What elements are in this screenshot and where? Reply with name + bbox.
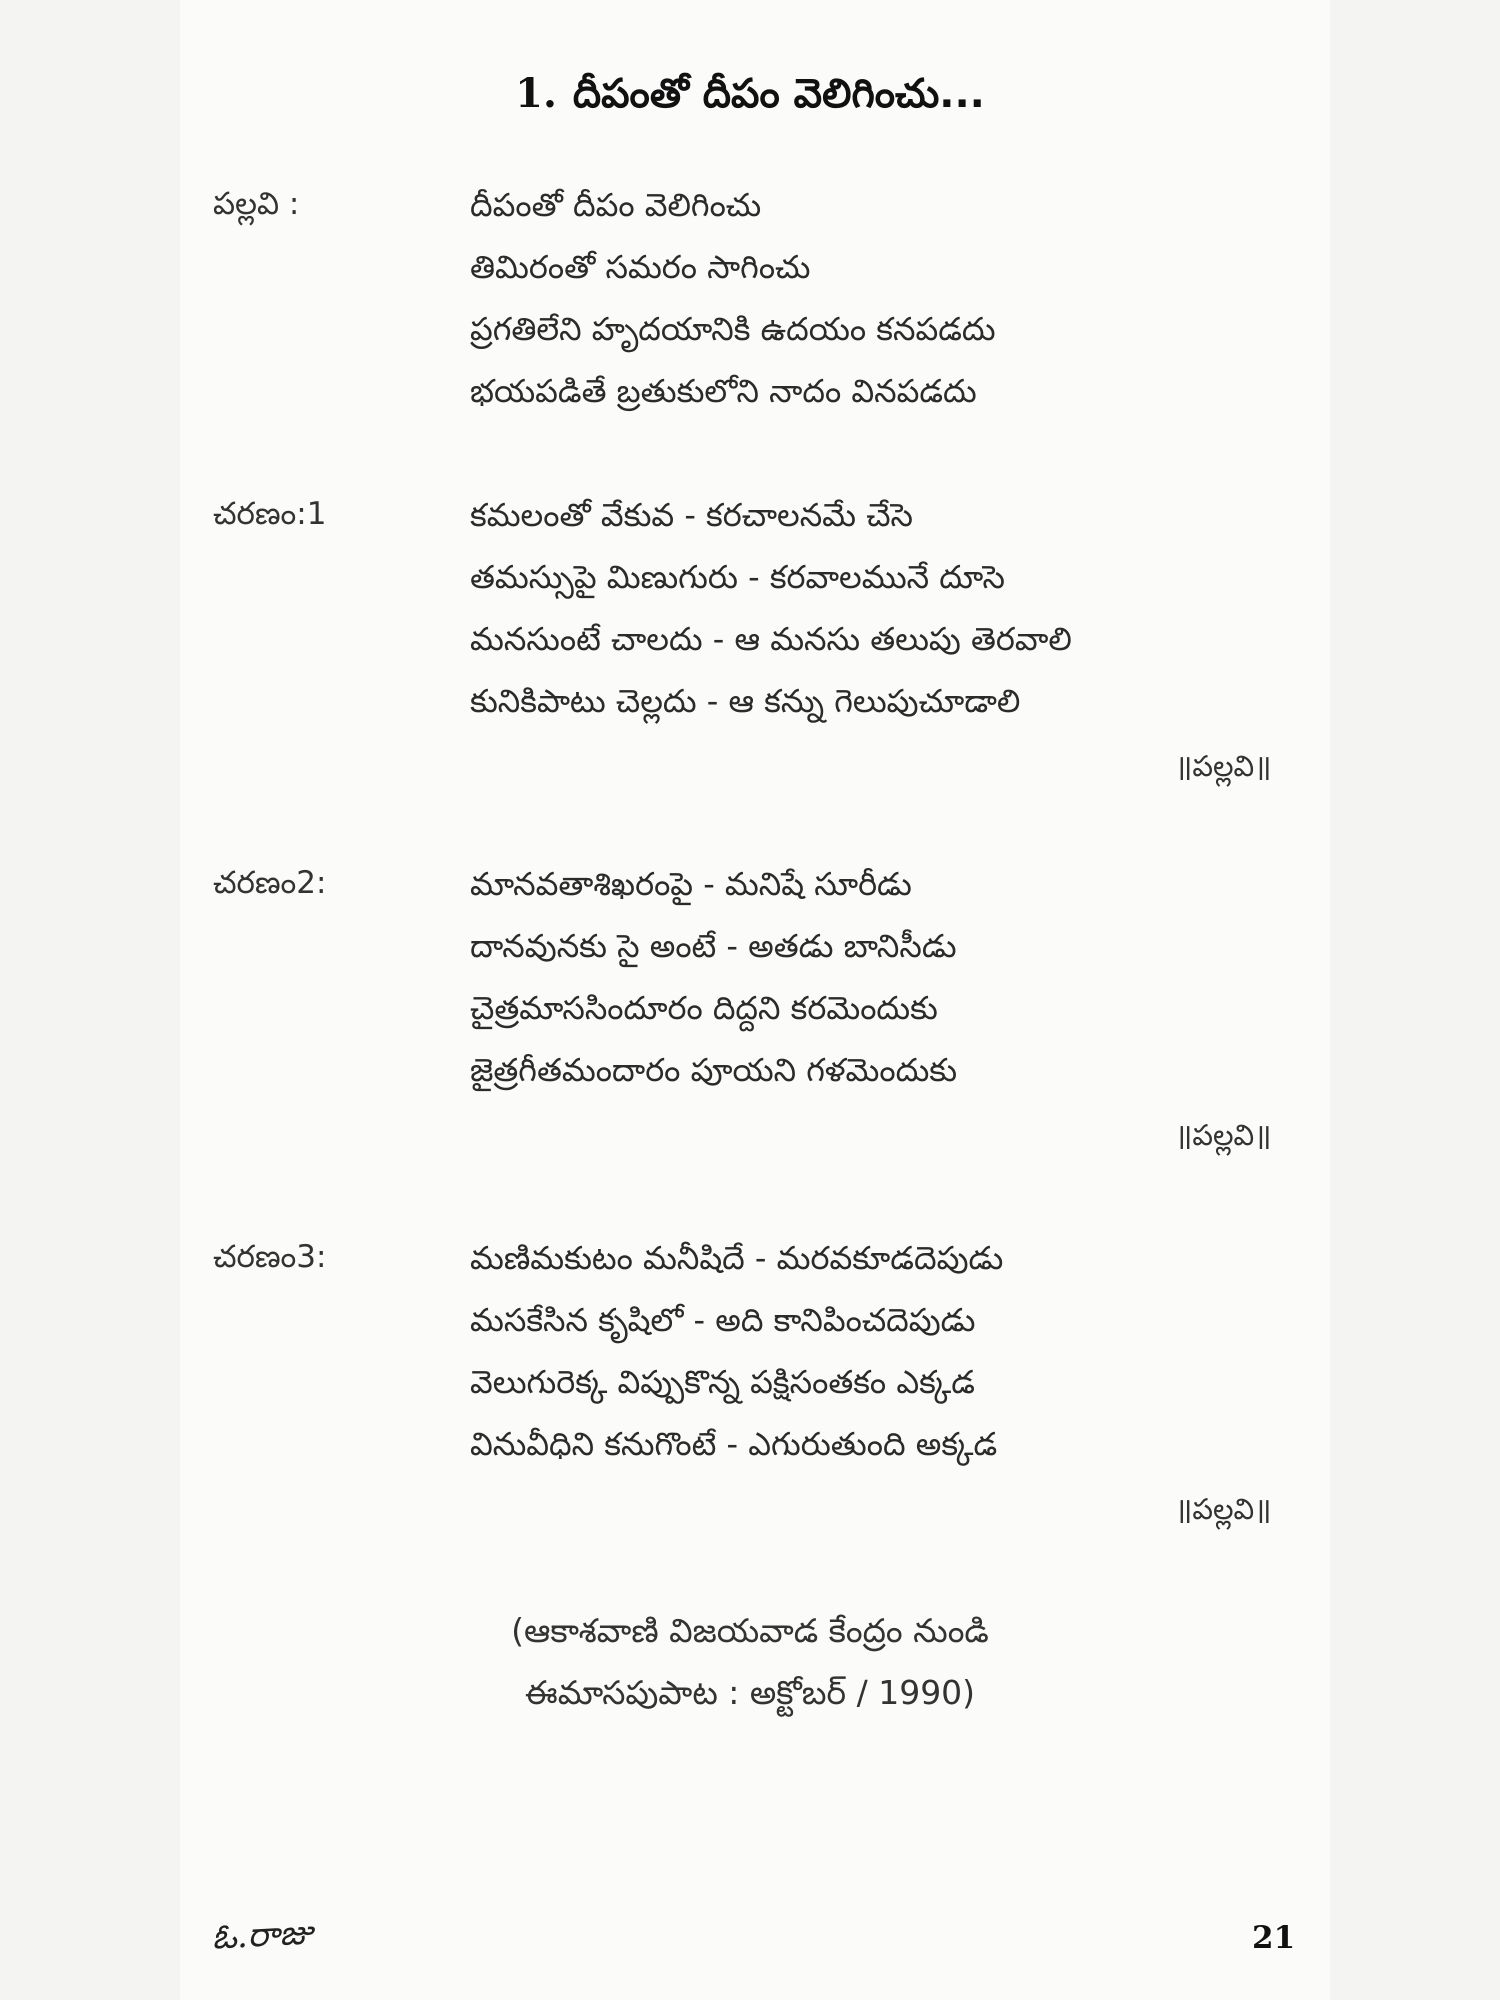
charanam1-refrain: ॥పల్లవి॥ (1175, 749, 1272, 783)
lyric-line: తమస్సుపై మిణుగురు - కరవాలమునే దూసె (470, 558, 1005, 596)
lyric-line: వినువీధిని కనుగొంటే - ఎగురుతుంది అక్కడ (470, 1425, 998, 1463)
charanam1-label: చరణం:1 (213, 496, 327, 532)
lyric-line: చైత్రమాససిందూరం దిద్దని కరమెందుకు (470, 989, 938, 1027)
charanam2-label: చరణం2: (213, 865, 327, 901)
lyric-line: ప్రగతిలేని హృదయానికి ఉదయం కనపడదు (470, 310, 996, 348)
song-title-text: దీపంతో దీపం వెలిగించు... (572, 71, 985, 117)
source-note-line2: ఈమాసపుపాట : అక్టోబర్ / 1990) (524, 1673, 976, 1712)
lyric-line: మానవతాశిఖరంపై - మనిషే సూరీడు (470, 865, 912, 903)
lyric-line: దానవునకు సై అంటే - అతడు బానిసీడు (470, 927, 957, 965)
lyric-line: కమలంతో వేకువ - కరచాలనమే చేసె (470, 496, 913, 534)
lyric-line: దీపంతో దీపం వెలిగించు (470, 186, 762, 224)
author-signature: ఓ.రాజు (210, 1912, 314, 1958)
lyric-line: జైత్రగీతమందారం పూయని గళమెందుకు (470, 1051, 958, 1089)
lyric-line: తిమిరంతో సమరం సాగించు (470, 248, 811, 286)
lyric-line: భయపడితే బ్రతుకులోని నాదం వినపడదు (470, 372, 977, 410)
lyric-line: మణిమకుటం మనీషిదే - మరవకూడదెపుడు (470, 1239, 1004, 1277)
song-number: 1. (515, 70, 557, 117)
charanam2-lines (470, 853, 957, 1101)
charanam3-lines (470, 1227, 1003, 1475)
pallavi-label: పల్లవి : (213, 186, 300, 222)
lyric-line: వెలుగురెక్క విప్పుకొన్న పక్షిసంతకం ఎక్కడ (470, 1363, 975, 1401)
charanam2-refrain: ॥పల్లవి॥ (1175, 1118, 1272, 1152)
charanam3-refrain: ॥పల్లవి॥ (1175, 1492, 1272, 1526)
source-note (0, 1600, 1500, 1724)
page-number: 21 (1252, 1920, 1296, 1956)
lyric-line: మనసుంటే చాలదు - ఆ మనసు తలుపు తెరవాలి (470, 620, 1072, 658)
source-note-line1: (ఆకాశవాణి విజయవాడ కేంద్రం నుండి (511, 1611, 989, 1650)
lyric-line: కునికిపాటు చెల్లదు - ఆ కన్ను గెలుపుచూడాలి (470, 682, 1021, 720)
pallavi-lines (470, 174, 996, 422)
charanam1-lines (470, 484, 1072, 732)
charanam3-label: చరణం3: (213, 1239, 327, 1275)
song-title (0, 70, 1500, 127)
lyric-line: మసకేసిన కృషిలో - అది కానిపించదెపుడు (470, 1301, 976, 1339)
